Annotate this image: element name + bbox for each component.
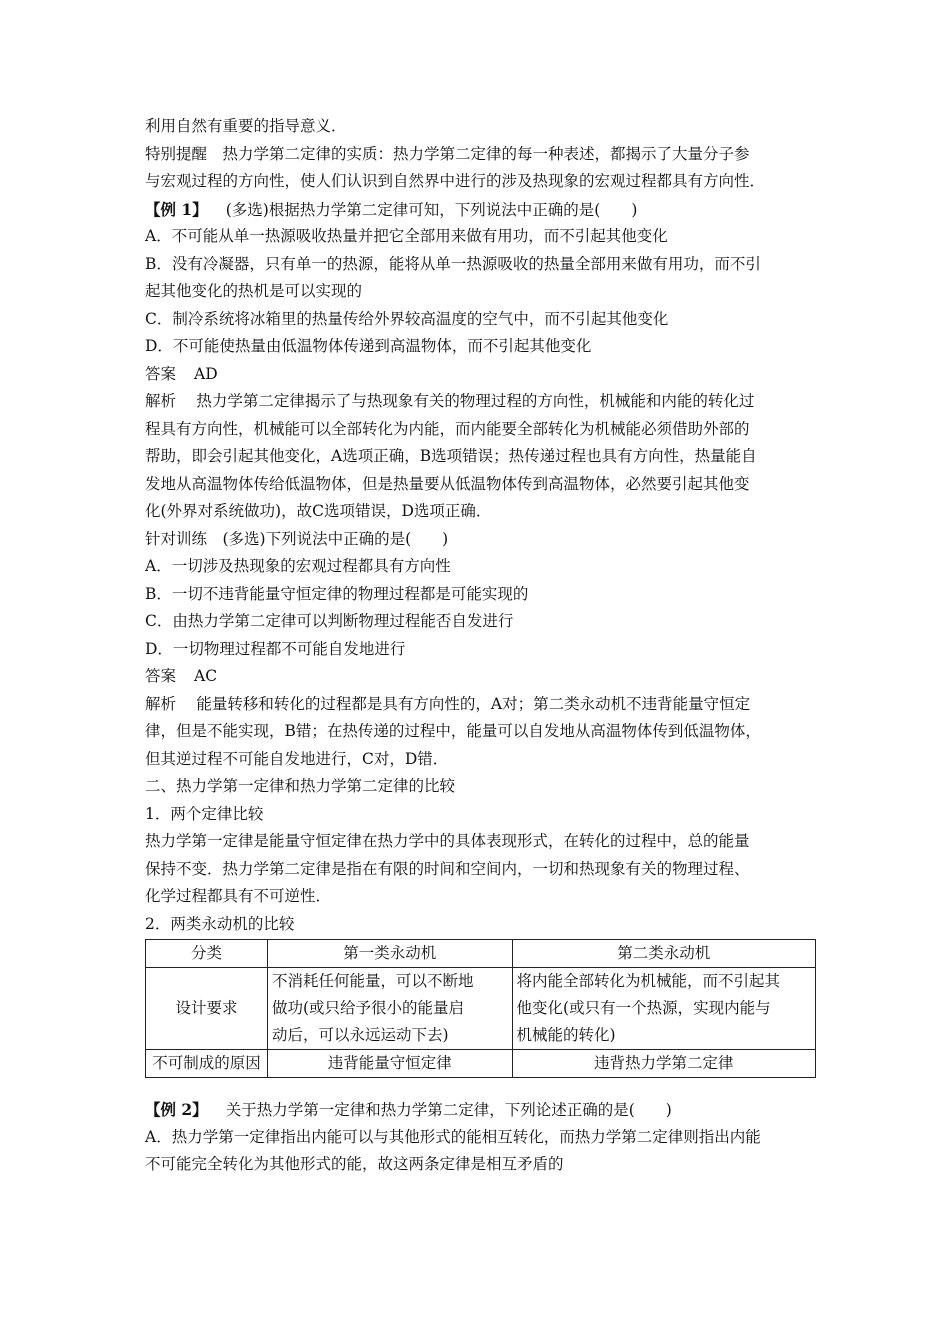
table-header-cell: 第二类永动机 [512, 940, 815, 968]
option-a: A．一切涉及热现象的宏观过程都具有方向性 [145, 557, 451, 575]
text-line: 保持不变．热力学第二定律是指在有限的时间和空间内，一切和热现象有关的物理过程、 [145, 859, 750, 878]
option-d: D．不可能使热量由低温物体传递到高温物体，而不引起其他变化 [145, 337, 592, 355]
analysis-line: 化(外界对系统做功)，故C选项错误，D选项正确． [145, 502, 492, 520]
analysis-line: 程具有方向性，机械能可以全部转化为内能，而内能要全部转化为机械能必须借助外部的 [145, 419, 750, 438]
table-row [146, 968, 816, 1050]
option-c: C．制冷系统将冰箱里的热量传给外界较高温度的空气中，而不引起其他变化 [145, 309, 669, 328]
table-row [146, 1050, 816, 1078]
answer-label: 答案 [145, 364, 177, 383]
comparison-table [145, 939, 816, 1078]
row-label: 设计要求 [146, 968, 268, 1050]
example-2-tag: 【例 2】 [145, 1100, 208, 1119]
example-2-question: 关于热力学第一定律和热力学第二定律，下列论述正确的是( ) [225, 1101, 672, 1119]
analysis-line: 律，但是不能实现，B错；在热传递的过程中，能量可以自发地从高温物体传到低温物体， [145, 722, 761, 740]
option-a-cont: 不可能完全转化为其他形式的能，故这两条定律是相互矛盾的 [145, 1155, 564, 1173]
cell-line: 将内能全部转化为机械能，而不引起其 [516, 972, 781, 990]
cell-line: 机械能的转化) [516, 1026, 616, 1044]
option-a: A．不可能从单一热源吸收热量并把它全部用来做有用功，而不引起其他变化 [145, 227, 668, 245]
option-d: D．一切物理过程都不可能自发地进行 [145, 639, 406, 658]
table-header-row [146, 940, 816, 968]
option-b-cont: 起其他变化的热机是可以实现的 [145, 282, 363, 300]
text-line: 特别提醒 热力学第二定律的实质：热力学第二定律的每一种表述，都揭示了大量分子参 [145, 144, 750, 163]
practice-stem: 针对训练 (多选)下列说法中正确的是( ) [145, 529, 449, 548]
table-cell: 违背能量守恒定律 [267, 1050, 512, 1078]
analysis-line: 帮助，即会引起其他变化，A选项正确，B选项错误；热传递过程也具有方向性，热量能自 [145, 447, 757, 465]
subsection-heading: 1．两个定律比较 [145, 804, 264, 823]
example-1-answer [145, 361, 820, 389]
cell-line: 做功(或只给予很小的能量启 [271, 999, 465, 1017]
text-line: 与宏观过程的方向性，使人们认识到自然界中进行的涉及热现象的宏观过程都具有方向性． [145, 172, 766, 190]
example-1-question: (多选)根据热力学第二定律可知，下列说法中正确的是( ) [225, 200, 638, 219]
text-line: 化学过程都具有不可逆性． [145, 887, 332, 905]
row-label: 不可制成的原因 [146, 1050, 268, 1078]
cell-line: 不消耗任何能量，可以不断地 [271, 972, 474, 990]
analysis-line: 但其逆过程不可能自发地进行，C对，D错． [145, 749, 449, 768]
table-header-cell: 第一类永动机 [267, 940, 512, 968]
cell-line: 他变化(或只有一个热源，实现内能与 [516, 999, 771, 1017]
subsection-heading: 2．两类永动机的比较 [145, 914, 295, 933]
text-line: 利用自然有重要的指导意义． [145, 117, 347, 135]
option-a: A．热力学第一定律指出内能可以与其他形式的能相互转化，而热力学第二定律则指出内能 [145, 1127, 761, 1146]
answer-label: 答案 [145, 667, 177, 685]
practice-answer [145, 663, 820, 691]
analysis-line: 解析 能量转移和转化的过程都是具有方向性的，A对；第二类永动机不违背能量守恒定 [145, 694, 751, 713]
analysis-line: 发地从高温物体传给低温物体，但是热量要从低温物体传到高温物体，必然要引起其他变 [145, 474, 750, 493]
option-b: B．没有冷凝器，只有单一的热源，能将从单一热源吸收的热量全部用来做有用功，而不引 [145, 254, 761, 273]
answer-value: AD [194, 364, 218, 383]
example-1-tag: 【例 1】 [145, 199, 208, 219]
example-1-stem [145, 196, 820, 224]
table-cell [512, 968, 815, 1050]
section-heading: 二、热力学第一定律和热力学第二定律的比较 [145, 777, 456, 795]
analysis-line: 解析 热力学第二定律揭示了与热现象有关的物理过程的方向性，机械能和内能的转化过 [145, 392, 755, 410]
option-c: C．由热力学第二定律可以判断物理过程能否自发进行 [145, 612, 514, 630]
table-cell [267, 968, 512, 1050]
table-cell: 违背热力学第二定律 [512, 1050, 815, 1078]
text-line: 热力学第一定律是能量守恒定律在热力学中的具体表现形式，在转化的过程中，总的能量 [145, 832, 750, 850]
cell-line: 动后，可以永远运动下去) [271, 1026, 449, 1044]
document-page [145, 113, 820, 1179]
table-header-cell: 分类 [146, 940, 268, 968]
example-2-stem [145, 1096, 820, 1124]
answer-value: AC [194, 667, 218, 685]
option-b: B．一切不违背能量守恒定律的物理过程都是可能实现的 [145, 584, 529, 603]
